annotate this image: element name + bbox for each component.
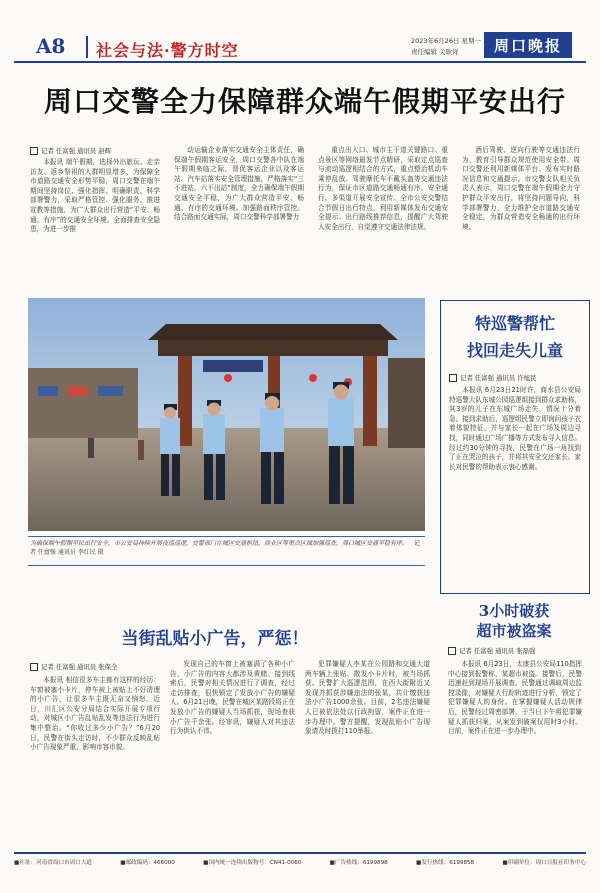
masthead — [484, 32, 572, 58]
bottom-headline: 当街乱贴小广告，严惩！ — [121, 629, 309, 649]
footer-rule — [14, 852, 586, 854]
bottom-byline: 记者 任富强 通讯员 张保全 — [30, 662, 117, 671]
footer-bar — [14, 858, 586, 872]
right2-byline: 记者 任富强 通讯员 张磊强 — [448, 646, 535, 655]
right1-headline-line1: 特巡警帮忙 — [474, 314, 555, 333]
lead-column-4: 酒后驾驶、逆向行驶等交通违法行为，教育引导群众规范使用安全带。周口交警还利用新媒体平台、发布实时路况信息和交通提示。市交警支队相关负责人表示，周口交警在端午假期全力守护群众平安出行，将坚持问题导向，科学部署警力，全力维护全市道路交通安全稳定，为群众营造安全畅通的出行环境。 — [462, 146, 580, 231]
right1-body: 本报讯 6月23日21时许，商水县公安局特巡警大队东城公园巡逻组接到群众求助称，其3岁的儿子在东城广场走失，情况十分着急。接到求助后，巡逻组民警立即询问孩子衣着体貌特征，并与家长一起在广场及周边寻找，同时通过广场广播等方式发布寻人信息。经过约30分钟的寻找，民警在广场一角找到了正在哭泣的孩子，并将其安全交还家长。家长对民警的帮助表示衷心感谢。 — [449, 386, 581, 471]
byline-square-icon — [30, 663, 38, 671]
byline-square-icon — [30, 147, 38, 155]
right2-headline-line2: 超市被盗案 — [476, 622, 552, 640]
footer-issn: ■国内统一连续出版物号：CN41-0060 — [203, 860, 302, 866]
lead-photo — [28, 298, 425, 531]
right1-headline-line2: 找回走失儿童 — [466, 341, 563, 360]
right2-headline-line1: 3小时破获 — [478, 602, 550, 620]
bottom-column-3: 犯罪嫌疑人李某在公园路和交通大道两车辆上张贴、散发小卡片时，被当场抓获。民警扩大巡逻范围，在西大街附近又发现并抓获涉嫌违法的张某，共计缴获违法小广告1000余张。目前，2名违法嫌疑人已被依法处以行政拘留，案件正在进一步办理中。警方提醒，发现乱贴小广告现象请及时拨打110举报。 — [305, 660, 430, 736]
lead-byline: 记者 任富强 通讯员 赵辉 — [30, 146, 111, 155]
photo-caption-box — [28, 536, 425, 566]
masthead-text: 周口晚报 — [493, 36, 562, 55]
lead-column-2: 动运输企业落实交通安全主体责任，确保端午假期客运安全，周口交警各中队在端午假期来临之际，督促客运企业以及客运站、汽车站落实安全管理措施，严格落实“三不进站、六不出站”制度，全力确保端午假期交通安全平稳，为广大群众营造平安、畅通、有序的交通环境。加强路面秩序管控。结合路面交通实际，周口交警科学部署警力 — [174, 146, 304, 222]
date-line: 2023年6月26日 星期一 — [411, 37, 482, 45]
lead-column-1: 本报讯 端午假期，选择外出旅玩、走亲访友、返乡祭祖的人群明显增多，为保障全市道路交通安全形势平稳，周口交警在端午期间坚持岗位、强化指挥、明确职责，科学部署警力，采取严格管控、强化服务、推进宣教等措施，为广大群众出行营造“平安、畅通、有序”的交通安全环境。全面排查安全隐患，为进一步推 — [30, 158, 160, 234]
photo-credit: 记者 任富强 通讯员 李红民 摄 — [30, 540, 420, 556]
bottom-column-1: 本报讯 相信很多车主都有这样的经历：车窗被塞小卡片，停车被上被贴上不好清理的小广告，让很多车主既无奈又恼怒。近日，川汇区公安分局结合实际开展专项行动，对城区小广告乱贴乱发等违法行为进行集中整治。“你收过多少小广告？”6月20日，民警在街头走访时，不少群众反映乱贴小广告现象严重，影响市容市貌。 — [30, 676, 160, 752]
section-title: 社会与法·警方时空 — [96, 41, 239, 60]
lead-headline: 周口交警全力保障群众端午假期平安出行 — [43, 85, 566, 118]
lead-column-3: 重点出入口、城市主干道关键路口、重点景区等网络最发节点精研，采取定点巡查与流动巡逻相结合的方式，重点整治机动车乘停乱放、驾驶摩托车不戴头盔等交通违法行为，保证市区道路交通畅通有序、安全通行。多渠道开展安全宣传。全市公安交警结合节假日出行特点，利用新媒体发布交通安全提示、出行路线推荐信息，提醒广大驾驶人安全出行，自觉遵守交通法律法规。 — [318, 146, 448, 231]
footer-delivery-hotline: ■发行热线：6199858 — [415, 860, 475, 866]
right-story-1 — [440, 300, 590, 594]
street-patrol-photo — [28, 298, 425, 531]
right2-body: 本报讯 6月23日，太康县公安局110指挥中心接到报警称，某超市被盗。接警后，民警迅速赶到现场开展调查。民警通过调取周边监控录像，对嫌疑人行踪轨迹进行分析，锁定了犯罪嫌疑人的身份。在掌握嫌疑人活动规律后，民警经过周密部署，于当日下午将犯罪嫌疑人抓获归案，从案发到破案仅用时3小时。目前，案件正在进一步办理中。 — [448, 660, 582, 736]
footer-printer: ■印刷单位：周口日报社印务中心 — [502, 860, 586, 866]
bottom-column-2: 发现自己的车窗上被塞满了各种小广告，小广告的内容大都涉及黄赌。接到线索后，民警对相关情况进行了调查，经过走访排查，很快锁定了发放小广告的嫌疑人。6月21日晚，民警在城区某路段将正在发放小广告的嫌疑人当场抓获，现场查获小广告千余张。经审讯，嫌疑人对其违法行为供认不讳。 — [170, 660, 295, 736]
page-header — [0, 0, 600, 62]
byline-square-icon — [448, 647, 456, 655]
photo-caption: 为确保端午假期平民出行安全，市公安局持续开展夜巡巡逻，交警部门在城区交通枢纽、商业区等重点区域加强巡查，周口城区交通平稳有序。 记者 任富强 通讯员 李红民 摄 — [30, 540, 420, 556]
right1-byline: 记者 任富强 通讯员 许旭民 — [449, 373, 589, 382]
header-divider-short — [86, 36, 88, 58]
byline-square-icon — [449, 374, 457, 382]
footer-ad-hotline: ■广告热线：6199898 — [329, 860, 388, 866]
footer-postcode: ■邮政编码：466000 — [120, 860, 175, 866]
page-number: A8 — [36, 34, 66, 58]
header-rule — [14, 61, 586, 63]
footer-address: ■社址：河南省周口市周口大道 — [14, 860, 93, 866]
editor-line: 责任编辑 关耿祥 — [411, 48, 459, 56]
